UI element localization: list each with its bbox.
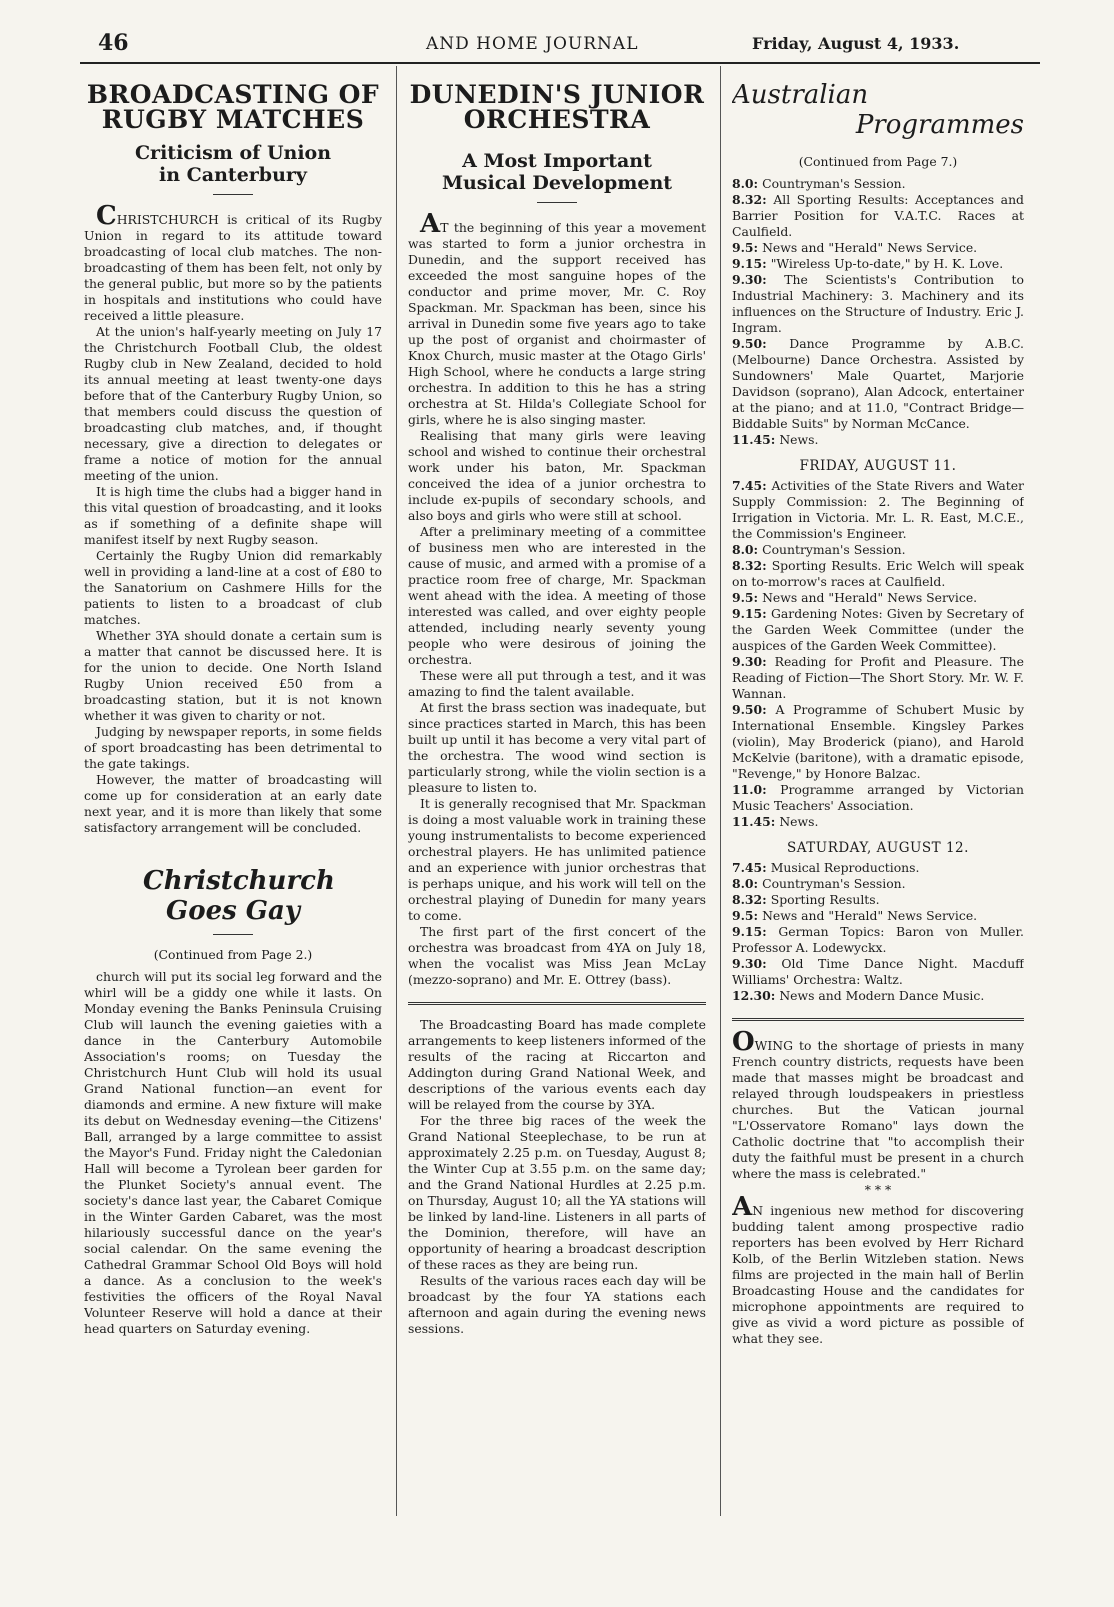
programme-item xyxy=(732,590,1024,606)
programme-time: 7.45: xyxy=(732,860,767,875)
headline-orchestra: DUNEDIN'S JUNIOR ORCHESTRA xyxy=(409,80,705,134)
programme-description: Activities of the State Rivers and Water Supply Commission: 2. The Beginning of Irrigation in Victoria. Mr. L. R. East, M.C.E., the Commission's Engineer. xyxy=(732,478,1024,541)
subhead-rugby: Criticism of Union in Canterbury xyxy=(134,142,332,186)
paragraph: It is generally recognised that Mr. Spackman is doing a most valuable work in training these young instrumentalists to become experienced orchestral players. He has unlimited patience and an experience with junior orchestras that is perhaps unique, and his work will tell on the orchestral playing of Dunedin for many years to come. xyxy=(408,796,706,923)
programme-item xyxy=(732,956,1024,988)
programme-time: 8.0: xyxy=(732,542,759,557)
programme-time: 8.32: xyxy=(732,192,767,207)
programme-description: The Scientists's Contribution to Industrial Machinery: 3. Machinery and its influences on the Structure of Industry. Eric J. Ingram. xyxy=(732,272,1024,335)
headline-christchurch: Christchurch Goes Gay xyxy=(143,866,335,926)
programme-item xyxy=(732,782,1024,814)
programme-description: Reading for Profit and Pleasure. The Reading of Fiction—The Short Story. Mr. W. F. Wannan. xyxy=(732,654,1024,701)
headline-australian: Australian xyxy=(732,80,869,110)
programme-description: German Topics: Baron von Muller. Professor A. Lodewyckx. xyxy=(732,924,1024,955)
programme-time: 9.5: xyxy=(732,908,759,923)
issue-date: Friday, August 4, 1933. xyxy=(752,34,960,53)
programme-time: 7.45: xyxy=(732,478,767,493)
paragraph: The first part of the first concert of the orchestra was broadcast from 4YA on July 18, when the vocalist was Miss Jean McLay (mezzo-soprano) and Mr. E. Ottrey (bass). xyxy=(408,924,706,987)
programme-time: 9.5: xyxy=(732,240,759,255)
programme-description: "Wireless Up-to-date," by H. K. Love. xyxy=(770,256,1004,271)
programme-description: Old Time Dance Night. Macduff Williams' Orchestra: Waltz. xyxy=(732,956,1024,987)
programme-item xyxy=(732,176,1024,192)
programme-time: 11.45: xyxy=(732,432,776,447)
programme-item xyxy=(732,876,1024,892)
programme-item xyxy=(732,336,1024,432)
programme-item xyxy=(732,240,1024,256)
programme-time: 9.30: xyxy=(732,272,767,287)
programme-item xyxy=(732,924,1024,956)
programme-description: Dance Programme by A.B.C. (Melbourne) Dance Orchestra. Assisted by Sundowners' Male Quartet, Marjorie Davidson (soprano), Alan Adcock, entertainer at the piano; and at 11.0, "Contract Bridge—Biddable Suits" by Norman McCance. xyxy=(732,336,1024,431)
programme-description: A Programme of Schubert Music by International Ensemble. Kingsley Parkes (violin), May Broderick (piano), and Harold McKelvie (baritone), with a dramatic episode, "Revenge," by Honore Balzac. xyxy=(732,702,1024,781)
programme-item xyxy=(732,860,1024,876)
programme-item xyxy=(732,432,1024,448)
programme-description: Musical Reproductions. xyxy=(770,860,920,875)
headline-rugby: BROADCASTING OF RUGBY MATCHES xyxy=(86,80,380,134)
paragraph: AT the beginning of this year a movement was started to form a junior orchestra in Dunedin, and the support received has exceeded the most sanguine hopes of the conductor and prime mover, Mr. C. Roy Spackman. Mr. Spackman has been, since his arrival in Dunedin some five years ago to take up the post of organist and choirmaster of Knox Church, music master at the Otago Girls' High School, where he conducts a large string orchestra. In addition to this he has a string orchestra at St. Hilda's Collegiate School for girls, where he is also singing master. xyxy=(408,209,706,427)
programme-item xyxy=(732,256,1024,272)
headline-programmes: Programmes xyxy=(855,110,1024,140)
programme-item xyxy=(732,558,1024,590)
programme-description: Countryman's Session. xyxy=(762,176,906,191)
programme-item xyxy=(732,478,1024,542)
programme-time: 9.5: xyxy=(732,590,759,605)
programme-description: News and "Herald" News Service. xyxy=(762,240,978,255)
paragraph: Whether 3YA should donate a certain sum is a matter that cannot be discussed here. It is for the union to decide. One North Island Rugby Union received £50 from a broadcasting station, but it is not known whether it was given to charity or not. xyxy=(84,628,382,723)
programme-item xyxy=(732,606,1024,654)
programme-description: All Sporting Results: Acceptances and Barrier Position for V.A.T.C. Races at Caulfield. xyxy=(732,192,1024,239)
paragraph: Judging by newspaper reports, in some fields of sport broadcasting has been detrimental to the gate takings. xyxy=(84,724,382,771)
programme-item xyxy=(732,814,1024,830)
paragraph: OWING to the shortage of priests in many French country districts, requests have been made that masses might be broadcast and relayed through loudspeakers in priestless churches. But the Vatican journal "L'Osservatore Romano" lays down the Catholic doctrine that "to accomplish their duty the faithful must be present in a church where the mass is celebrated." xyxy=(732,1027,1024,1181)
rule xyxy=(213,934,253,935)
programme-item xyxy=(732,988,1024,1004)
programme-time: 9.15: xyxy=(732,606,767,621)
column-orchestra xyxy=(408,72,706,1552)
programme-item xyxy=(732,908,1024,924)
subhead-orchestra: A Most Important Musical Development xyxy=(441,150,673,194)
paragraph: CHRISTCHURCH is critical of its Rugby Union in regard to its attitude toward broadcasting of local club matches. The non-broadcasting of them has been felt, not only by the general public, but more so by the patients in hospitals and institutions who could have received a little pleasure. xyxy=(84,201,382,323)
programme-description: News and "Herald" News Service. xyxy=(762,590,978,605)
paragraph: At the union's half-yearly meeting on July 17 the Christchurch Football Club, the oldest Rugby club in New Zealand, decided to hold its annual meeting at least twenty-one days before that of the Canterbury Rugby Union, so that members could discuss the question of broadcasting club matches, and, if thought necessary, give a direction to delegates or frame a notice of motion for the annual meeting of the union. xyxy=(84,324,382,483)
programme-time: 8.32: xyxy=(732,892,767,907)
programme-description: News. xyxy=(779,814,819,829)
programme-time: 9.50: xyxy=(732,336,767,351)
programme-time: 11.0: xyxy=(732,782,767,797)
programme-description: Countryman's Session. xyxy=(762,542,906,557)
programme-description: News. xyxy=(779,432,819,447)
programme-item xyxy=(732,654,1024,702)
programme-item xyxy=(732,272,1024,336)
paragraph: For the three big races of the week the Grand National Steeplechase, to be run at approximately 2.25 p.m. on Tuesday, August 8; the Winter Cup at 3.55 p.m. on the same day; and the Grand National Hurdles at 2.25 p.m. on Thursday, August 10; all the YA stations will be linked by land-line. Listeners in all parts of the Dominion, therefore, will have an opportunity of hearing a broadcast description of these races as they are being run. xyxy=(408,1113,706,1272)
masthead xyxy=(0,30,1114,66)
programme-list-saturday xyxy=(732,860,1024,1004)
paragraph: church will put its social leg forward and the whirl will be a giddy one while it lasts. On Monday evening the Banks Peninsula Cruising Club will launch the evening gaieties with a dance in the Canterbury Automobile Association's rooms; on Tuesday the Christchurch Hunt Club will hold its usual Grand National function—an event for diamonds and ermine. A new fixture will make its debut on Wednesday evening—the Citizens' Ball, arranged by a large committee to assist the Mayor's Fund. Friday night the Caledonian Hall will become a Tyrolean beer garden for the Plunket Society's annual event. The society's dance last year, the Cabaret Comique in the Winter Garden Cabaret, was the most hilariously successful dance on the year's social calendar. On the same evening the Cathedral Grammar School Old Boys will hold a dance. As a conclusion to the week's festivities the officers of the Royal Naval Volunteer Reserve will hold a dance at their head quarters on Saturday evening. xyxy=(84,969,382,1336)
day-heading-saturday: SATURDAY, AUGUST 12. xyxy=(787,840,969,856)
separator-stars: * * * xyxy=(864,1182,892,1197)
continued-note: (Continued from Page 7.) xyxy=(798,154,958,169)
paragraph: After a preliminary meeting of a committee of business men who are interested in the cause of music, and armed with a promise of a practice room free of charge, Mr. Spackman went ahead with the idea. A meeting of those interested was called, and over eighty people attended, including nearly seventy young people who were desirous of joining the orchestra. xyxy=(408,524,706,667)
programme-time: 9.15: xyxy=(732,924,767,939)
programme-time: 8.32: xyxy=(732,558,767,573)
programme-time: 9.30: xyxy=(732,654,767,669)
programme-item xyxy=(732,542,1024,558)
paragraph: AN ingenious new method for discovering budding talent among prospective radio reporters has been evolved by Herr Richard Kolb, of the Berlin Witzleben station. News films are projected in the main hall of Berlin Broadcasting House and the candidates for microphone appointments are required to give as vivid a word picture as possible of what they see. xyxy=(732,1192,1024,1346)
section-rule xyxy=(408,1002,706,1005)
rule xyxy=(213,194,253,195)
continued-note: (Continued from Page 2.) xyxy=(153,947,313,962)
column-divider xyxy=(720,66,721,1516)
paragraph: Certainly the Rugby Union did remarkably well in providing a land-line at a cost of £80 to the Sanatorium on Cashmere Hills for the patients to listen to a broadcast of club matches. xyxy=(84,548,382,627)
programme-time: 8.0: xyxy=(732,176,759,191)
paragraph: At first the brass section was inadequate, but since practices started in March, this has been built up until it has become a very vital part of the orchestra. The wood wind section is particularly strong, while the violin section is a pleasure to listen to. xyxy=(408,700,706,795)
programme-time: 9.30: xyxy=(732,956,767,971)
column-programmes xyxy=(732,72,1024,1552)
programme-description: Gardening Notes: Given by Secretary of the Garden Week Committee (under the auspices of the Garden Week Committee). xyxy=(732,606,1024,653)
section-rule xyxy=(732,1018,1024,1021)
programme-item xyxy=(732,892,1024,908)
paragraph: However, the matter of broadcasting will come up for consideration at an early date next year, and it is more than likely that some satisfactory arrangement will be concluded. xyxy=(84,772,382,835)
day-heading-friday: FRIDAY, AUGUST 11. xyxy=(799,458,957,474)
programme-list-friday xyxy=(732,478,1024,830)
paragraph: It is high time the clubs had a bigger hand in this vital question of broadcasting, and it looks as if something of a definite shape will manifest itself by next Rugby season. xyxy=(84,484,382,547)
programme-description: Sporting Results. Eric Welch will speak on to-morrow's races at Caulfield. xyxy=(732,558,1024,589)
paragraph: Realising that many girls were leaving school and wished to continue their orchestral work under his baton, Mr. Spackman conceived the idea of a junior orchestra to include ex-pupils of secondary schools, and also boys and girls who were still at school. xyxy=(408,428,706,523)
programme-time: 11.45: xyxy=(732,814,776,829)
journal-title: AND HOME JOURNAL xyxy=(426,34,639,54)
programme-description: News and "Herald" News Service. xyxy=(762,908,978,923)
rule xyxy=(537,202,577,203)
programme-item xyxy=(732,702,1024,782)
programme-description: Sporting Results. xyxy=(770,892,880,907)
programme-time: 8.0: xyxy=(732,876,759,891)
programme-item xyxy=(732,192,1024,240)
programme-description: Programme arranged by Victorian Music Teachers' Association. xyxy=(732,782,1024,813)
masthead-rule xyxy=(80,62,1040,64)
page-number: 46 xyxy=(98,30,129,56)
paragraph: Results of the various races each day will be broadcast by the four YA stations each afternoon and again during the evening news sessions. xyxy=(408,1273,706,1336)
programme-description: Countryman's Session. xyxy=(762,876,906,891)
programme-description: News and Modern Dance Music. xyxy=(779,988,985,1003)
programme-list-thursday xyxy=(732,176,1024,448)
paragraph: These were all put through a test, and it was amazing to find the talent available. xyxy=(408,668,706,699)
paragraph: The Broadcasting Board has made complete arrangements to keep listeners informed of the results of the racing at Riccarton and Addington during Grand National Week, and descriptions of the various events each day will be relayed from the course by 3YA. xyxy=(408,1017,706,1112)
column-divider xyxy=(396,66,397,1516)
programme-time: 9.15: xyxy=(732,256,767,271)
programme-time: 9.50: xyxy=(732,702,767,717)
programme-time: 12.30: xyxy=(732,988,776,1003)
column-rugby xyxy=(84,72,382,1552)
